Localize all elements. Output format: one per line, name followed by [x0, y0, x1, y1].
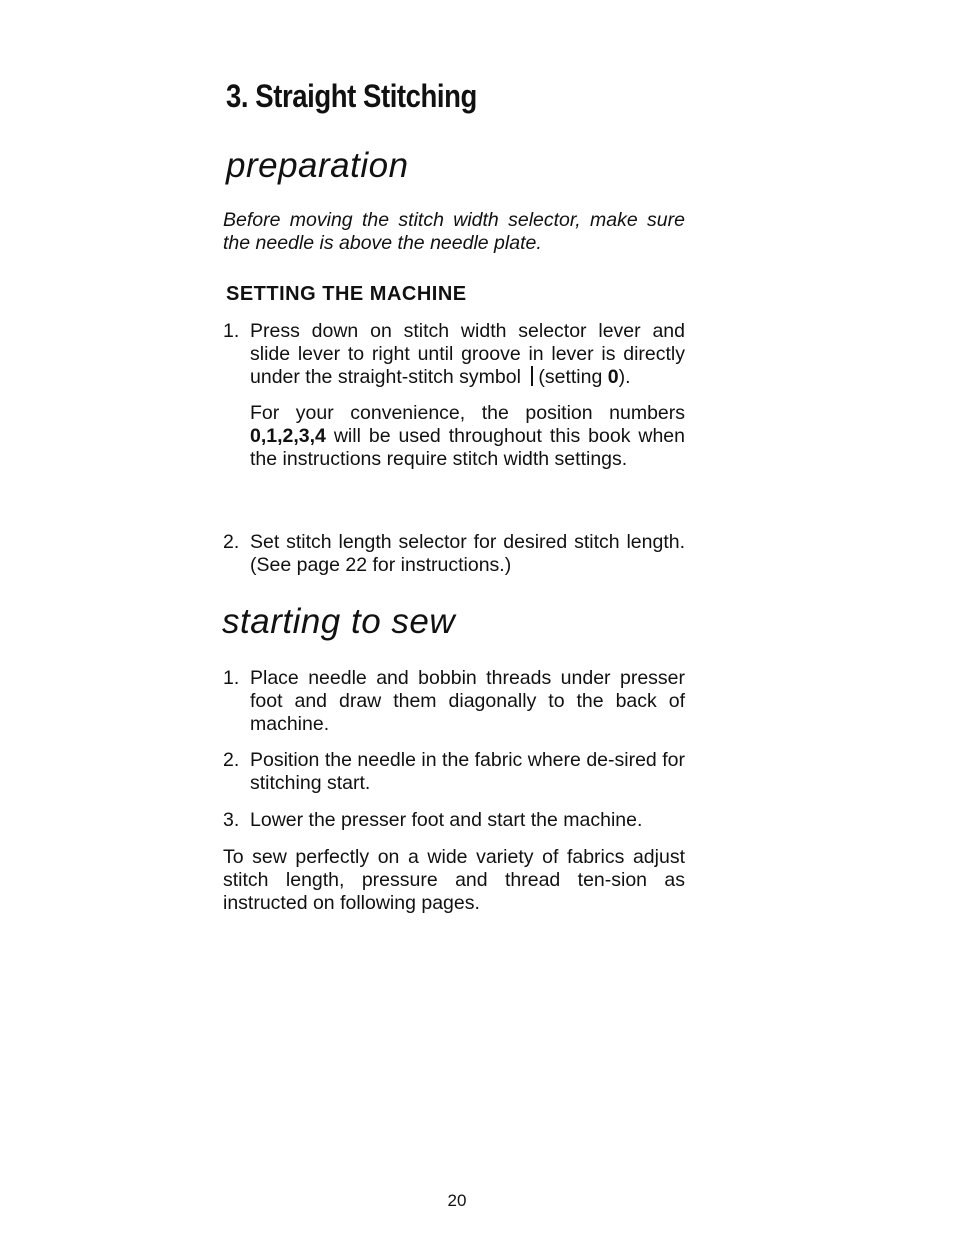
closing-paragraph: To sew perfectly on a wide variety of fabrics adjust stitch length, pressure and thread ten-sion as instructed on following pages. — [223, 846, 685, 914]
setting-step-1 — [223, 320, 685, 471]
step-text: Press down on stitch width selector lever and slide lever to right until groove in lever is directly under the straight-stitch symbol — [250, 320, 685, 388]
starting-to-sew-heading: starting to sew — [222, 602, 456, 641]
sew-step-3 — [223, 809, 685, 832]
step-text: Set stitch length selector for desired stitch length. (See page 22 for instructions.) — [250, 531, 685, 576]
step-text: Place needle and bobbin threads under presser foot and draw them diagonally to the back of machine. — [250, 667, 685, 735]
step-number: 2. — [223, 749, 240, 771]
sew-step-1 — [223, 667, 685, 736]
preparation-heading: preparation — [226, 146, 409, 185]
step-number: 1. — [223, 667, 240, 689]
step-text-end: ). — [618, 366, 631, 388]
setting-value: 0 — [607, 366, 619, 388]
straight-stitch-symbol-icon — [531, 366, 533, 386]
step-number: 1. — [223, 320, 240, 342]
setting-step-2 — [223, 531, 685, 577]
sew-step-2 — [223, 749, 685, 795]
step-text-setting: (setting — [538, 366, 608, 388]
page-number: 20 — [447, 1191, 467, 1210]
note-text-2: will be used throughout this book when the instructions require stitch width settings. — [250, 425, 685, 470]
caution-note: Before moving the stitch width selector, make sure the needle is above the needle plate. — [223, 209, 685, 254]
step-text: Position the needle in the fabric where de-sired for stitching start. — [250, 749, 685, 794]
step-number: 3. — [223, 809, 240, 831]
note-text: For your convenience, the position numbers — [250, 402, 685, 424]
setting-machine-subheading: SETTING THE MACHINE — [226, 283, 467, 305]
step-number: 2. — [223, 531, 240, 553]
step-text: Lower the presser foot and start the machine. — [250, 809, 643, 831]
convenience-note — [250, 402, 685, 471]
position-numbers: 0,1,2,3,4 — [250, 425, 326, 447]
chapter-title: 3. Straight Stitching — [226, 78, 477, 114]
